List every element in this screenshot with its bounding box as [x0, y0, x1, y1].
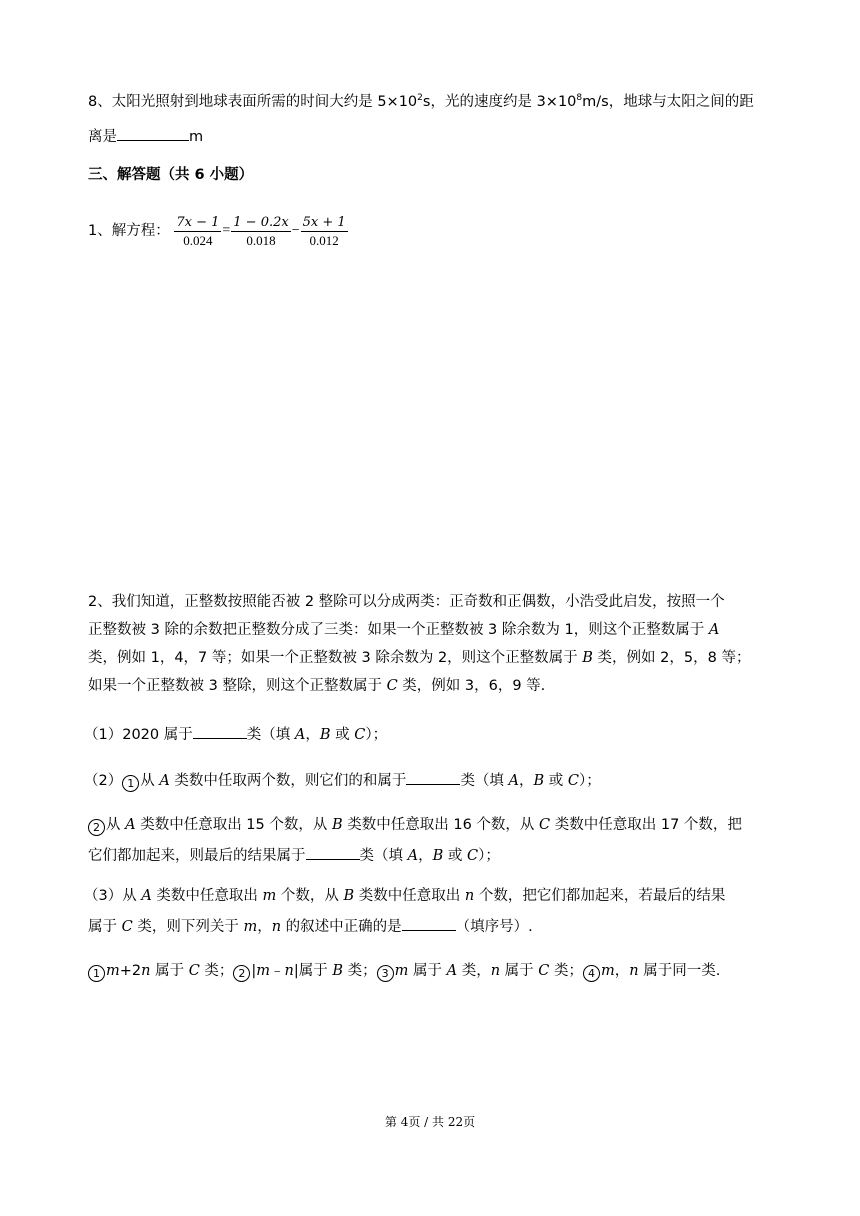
- circled-number-2: 2: [88, 819, 105, 836]
- fraction-1: $\frac{7x - 1}{0.024}$: [176, 214, 220, 248]
- p2-options: 1 m+2n 属于 C 类； 2 |m﹣n|属于 B 类； 3 m 属于 A 类，n 属于 C 类； 4 m，n 属于同一类.: [88, 961, 720, 982]
- p2-line2: 正整数被 3 除的余数把正整数分成了三类：如果一个正整数被 3 除余数为 1，则这个正整数属于 A: [88, 622, 720, 638]
- circled-number-4: 4: [583, 965, 600, 982]
- p2-line4: 如果一个正整数被 3 整除，则这个正整数属于 C 类，例如 3，6，9 等.: [88, 678, 546, 694]
- page-footer: 第 4页 / 共 22页: [384, 1115, 476, 1129]
- p2-sub2-1: （2） 1 从 A 类数中任取两个数，则它们的和属于 类（填 A，B 或 C）；: [84, 768, 601, 792]
- circled-number-2: 2: [233, 965, 250, 982]
- p2-sub3: （3）从 A 类数中任意取出 m 个数，从 B 类数中任意取出 n 个数，把它们都加起来，若最后的结果: [84, 888, 726, 904]
- q8-line2: 离是 m: [88, 124, 203, 147]
- p2-sub2-2-cont: 它们都加起来，则最后的结果属于 类（填 A，B 或 C）；: [88, 843, 500, 866]
- sub2-2-answer-blank[interactable]: [306, 843, 360, 860]
- p2-line1: 2、我们知道，正整数按照能否被 2 整除可以分成两类：正奇数和正偶数，小浩受此启发，按照一个: [88, 594, 725, 610]
- fraction-3: $\frac{5x + 1}{0.012}$: [302, 214, 346, 248]
- problem-1: 1、解方程： $\frac{7x - 1}{0.024}$ = $\frac{1 - 0.2x}{0.018}$ − $\frac{5x + 1}{0.012}$: [88, 214, 346, 248]
- sub2-1-answer-blank[interactable]: [406, 768, 460, 785]
- section-title: 三、解答题（共 6 小题）: [88, 167, 254, 183]
- q8-line1: 8、太阳光照射到地球表面所需的时间大约是 $5\times 10^2s$，光的速度约是 $3\times 10^8m/s$，地球与太阳之间的距: [88, 93, 754, 110]
- sub1-answer-blank[interactable]: [193, 722, 247, 739]
- p2-sub1: （1）2020 属于 类（填 A，B 或 C）；: [84, 722, 387, 745]
- circled-number-1: 1: [122, 775, 139, 792]
- p2-sub3-cont: 属于 C 类，则下列关于 m，n 的叙述中正确的是 （填序号）.: [88, 914, 533, 937]
- p2-line3: 类，例如 1，4，7 等；如果一个正整数被 3 除余数为 2，则这个正整数属于 B 类，例如 2，5，8 等；: [88, 650, 751, 666]
- circled-number-1: 1: [88, 965, 105, 982]
- p2-sub2-2: 2 从 A 类数中任意取出 15 个数，从 B 类数中任意取出 16 个数，从 C 类数中任意取出 17 个数，把: [88, 815, 742, 836]
- fraction-2: $\frac{1 - 0.2x}{0.018}$: [233, 214, 289, 248]
- circled-number-3: 3: [377, 965, 394, 982]
- q8-answer-blank[interactable]: [117, 124, 189, 141]
- sub3-answer-blank[interactable]: [402, 914, 456, 931]
